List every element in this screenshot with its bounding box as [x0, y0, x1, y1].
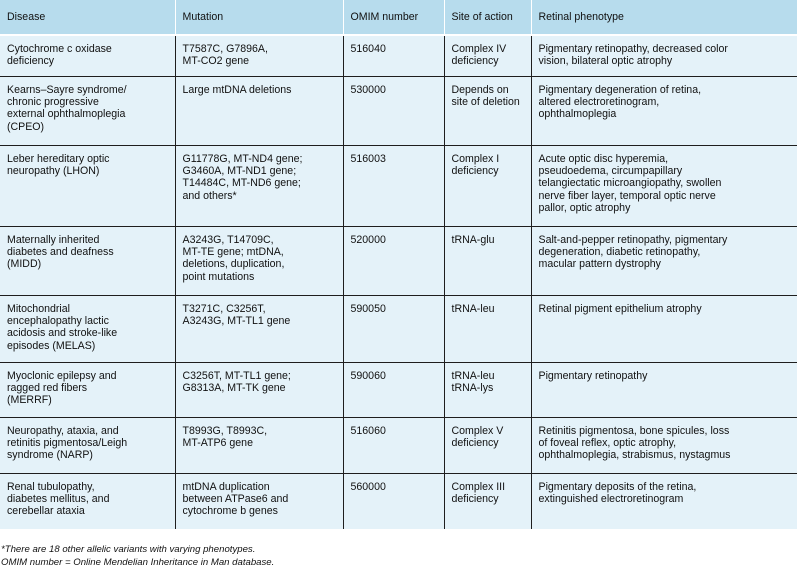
site-cell: tRNA-leu: [444, 295, 531, 362]
omim-cell: 516003: [343, 145, 444, 226]
site-cell: Complex III deficiency: [444, 473, 531, 529]
phenotype-cell: Salt-and-pepper retinopathy, pigmentary degeneration, diabetic retinopathy, macular pattern dystrophy: [531, 226, 797, 295]
table-row: [0, 35, 797, 76]
mutation-cell: T7587C, G7896A, MT-CO2 gene: [175, 35, 343, 76]
disease-cell: Renal tubulopathy, diabetes mellitus, and cerebellar ataxia: [0, 473, 175, 529]
phenotype-cell: Retinitis pigmentosa, bone spicules, loss of foveal reflex, optic atrophy, ophthalmoplegia, strabismus, nystagmus: [531, 417, 797, 473]
table-row: [0, 362, 797, 417]
omim-cell: 516040: [343, 35, 444, 76]
table-row: [0, 226, 797, 295]
omim-cell: 590050: [343, 295, 444, 362]
footnote-omim-definition: OMIM number = Online Mendelian Inheritance in Man database.: [1, 556, 275, 568]
disease-cell: Myoclonic epilepsy and ragged red fibers (MERRF): [0, 362, 175, 417]
omim-cell: 590060: [343, 362, 444, 417]
phenotype-cell: Acute optic disc hyperemia, pseudoedema, circumpapillary telangiectatic microangiopathy, swollen nerve fiber layer, temporal optic nerve pallor, optic atrophy: [531, 145, 797, 226]
mutation-cell: Large mtDNA deletions: [175, 76, 343, 145]
site-cell: Complex V deficiency: [444, 417, 531, 473]
site-cell: tRNA-leu tRNA-lys: [444, 362, 531, 417]
footnote-allelic-variants: *There are 18 other allelic variants with varying phenotypes.: [1, 544, 256, 555]
mutation-cell: G11778G, MT-ND4 gene; G3460A, MT-ND1 gene; T14484C, MT-ND6 gene; and others*: [175, 145, 343, 226]
site-cell: tRNA-glu: [444, 226, 531, 295]
header-row: [0, 0, 797, 35]
disease-cell: Kearns–Sayre syndrome/ chronic progressive external ophthalmoplegia (CPEO): [0, 76, 175, 145]
header-retinal-phenotype: Retinal phenotype: [531, 0, 797, 35]
disease-cell: Maternally inherited diabetes and deafness (MIDD): [0, 226, 175, 295]
phenotype-cell: Pigmentary retinopathy, decreased color vision, bilateral optic atrophy: [531, 35, 797, 76]
table-body: [0, 35, 797, 529]
site-cell: Depends on site of deletion: [444, 76, 531, 145]
phenotype-cell: Pigmentary retinopathy: [531, 362, 797, 417]
phenotype-cell: Pigmentary deposits of the retina, extinguished electroretinogram: [531, 473, 797, 529]
mutation-cell: A3243G, T14709C, MT-TE gene; mtDNA, deletions, duplication, point mutations: [175, 226, 343, 295]
table-row: [0, 473, 797, 529]
table-row: [0, 145, 797, 226]
header-disease: Disease: [0, 0, 175, 35]
omim-cell: 520000: [343, 226, 444, 295]
header-omim-number: OMIM number: [343, 0, 444, 35]
phenotype-cell: Retinal pigment epithelium atrophy: [531, 295, 797, 362]
phenotype-cell: Pigmentary degeneration of retina, altered electroretinogram, ophthalmoplegia: [531, 76, 797, 145]
mutation-cell: T3271C, C3256T, A3243G, MT-TL1 gene: [175, 295, 343, 362]
table-header: [0, 0, 797, 35]
table-row: [0, 76, 797, 145]
omim-cell: 530000: [343, 76, 444, 145]
disease-cell: Neuropathy, ataxia, and retinitis pigmentosa/Leigh syndrome (NARP): [0, 417, 175, 473]
table-row: [0, 417, 797, 473]
disease-cell: Cytochrome c oxidase deficiency: [0, 35, 175, 76]
header-mutation: Mutation: [175, 0, 343, 35]
header-site-of-action: Site of action: [444, 0, 531, 35]
omim-cell: 560000: [343, 473, 444, 529]
disease-cell: Leber hereditary optic neuropathy (LHON): [0, 145, 175, 226]
site-cell: Complex IV deficiency: [444, 35, 531, 76]
omim-cell: 516060: [343, 417, 444, 473]
mutation-cell: C3256T, MT-TL1 gene; G8313A, MT-TK gene: [175, 362, 343, 417]
disease-cell: Mitochondrial encephalopathy lactic acidosis and stroke-like episodes (MELAS): [0, 295, 175, 362]
table-footnotes: [1, 544, 274, 569]
table-row: [0, 295, 797, 362]
site-cell: Complex I deficiency: [444, 145, 531, 226]
mutation-cell: mtDNA duplication between ATPase6 and cytochrome b genes: [175, 473, 343, 529]
mutation-cell: T8993G, T8993C, MT-ATP6 gene: [175, 417, 343, 473]
